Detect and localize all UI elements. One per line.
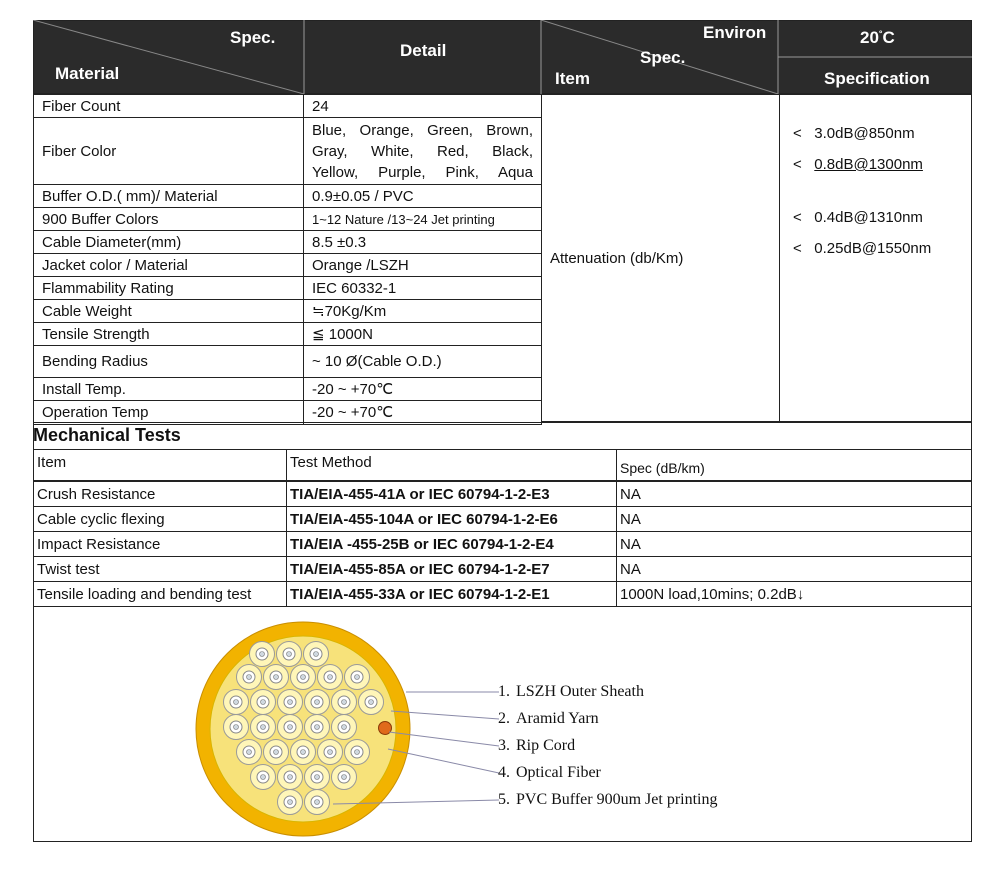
header-environ: Environ — [703, 23, 767, 42]
fiber-core — [234, 725, 239, 730]
header-specification: Specification — [824, 69, 930, 88]
legend-item: 2. Aramid Yarn — [498, 710, 599, 727]
header-detail: Detail — [400, 41, 447, 60]
temp-value: 20 — [860, 28, 879, 47]
fiber-core — [260, 652, 265, 657]
mech-row-item: Twist test — [33, 556, 287, 582]
attenuation-label: Attenuation (db/Km) — [550, 249, 684, 267]
mech-row-item: Cable cyclic flexing — [33, 506, 287, 532]
fiber-core — [315, 775, 320, 780]
fiber-core — [301, 675, 306, 680]
attenuation-spec-cell — [779, 94, 972, 422]
mech-row-spec: NA — [616, 556, 972, 582]
spec-row-label: Cable Diameter(mm) — [33, 230, 304, 254]
mech-row-spec: NA — [616, 531, 972, 557]
spec-row-value: -20 ~ +70℃ — [303, 400, 542, 425]
spec-row-label: Operation Temp — [33, 400, 304, 425]
mech-row-method: TIA/EIA-455-41A or IEC 60794-1-2-E3 — [286, 481, 617, 507]
mech-row-method: TIA/EIA -455-25B or IEC 60794-1-2-E4 — [286, 531, 617, 557]
spec-row-value: 0.9±0.05 / PVC — [303, 184, 542, 208]
fiber-core — [355, 750, 360, 755]
mech-row-method: TIA/EIA-455-104A or IEC 60794-1-2-E6 — [286, 506, 617, 532]
fiber-core — [274, 750, 279, 755]
fiber-core — [315, 700, 320, 705]
fiber-color-line: Yellow, Purple, Pink, Aqua — [312, 163, 533, 181]
header-spec: Spec. — [230, 28, 276, 47]
header-temperature: 20°C — [860, 28, 895, 47]
fiber-core — [328, 675, 333, 680]
mech-row-item: Impact Resistance — [33, 531, 287, 557]
fiber-core — [234, 700, 239, 705]
spec-row-label: Install Temp. — [33, 377, 304, 401]
header-item: Item — [555, 69, 590, 88]
spec-row-value: 1~12 Nature /13~24 Jet printing — [303, 207, 542, 231]
fiber-core — [247, 750, 252, 755]
temp-unit: C — [882, 28, 895, 47]
header-material: Material — [55, 64, 120, 83]
fiber-core — [287, 652, 292, 657]
mech-row-method: TIA/EIA-455-33A or IEC 60794-1-2-E1 — [286, 581, 617, 607]
legend-item: 5. PVC Buffer 900um Jet printing — [498, 791, 718, 808]
fiber-core — [261, 700, 266, 705]
spec-row-value: ≒70Kg/Km — [303, 299, 542, 323]
attenuation-value: < 0.8dB@1300nm — [793, 156, 923, 173]
spec-row-label: Fiber Count — [33, 94, 304, 118]
spec-row-value — [303, 117, 542, 185]
fiber-core — [261, 725, 266, 730]
fiber-core — [314, 652, 319, 657]
mech-row-item: Crush Resistance — [33, 481, 287, 507]
spec-row-value: Orange /LSZH — [303, 253, 542, 277]
fiber-core — [315, 800, 320, 805]
attenuation-value: < 0.4dB@1310nm — [793, 209, 923, 226]
mech-header-item: Item — [33, 449, 287, 481]
mech-row-method: TIA/EIA-455-85A or IEC 60794-1-2-E7 — [286, 556, 617, 582]
spec-row-label: Tensile Strength — [33, 322, 304, 346]
header-spec-right: Spec. — [640, 48, 686, 67]
spec-row-value: IEC 60332-1 — [303, 276, 542, 300]
fiber-core — [247, 675, 252, 680]
spec-row-value: -20 ~ +70℃ — [303, 377, 542, 401]
attenuation-value: < 3.0dB@850nm — [793, 125, 915, 142]
fiber-core — [301, 750, 306, 755]
spec-row-value: ~ 10 Ø(Cable O.D.) — [303, 345, 542, 378]
spec-row-label: Jacket color / Material — [33, 253, 304, 277]
spec-row-label: 900 Buffer Colors — [33, 207, 304, 231]
fiber-core — [261, 775, 266, 780]
fiber-core — [328, 750, 333, 755]
spec-row-value: 24 — [303, 94, 542, 118]
fiber-core — [288, 800, 293, 805]
fiber-core — [369, 700, 374, 705]
spec-row-value: ≦ 1000N — [303, 322, 542, 346]
legend-item: 1. LSZH Outer Sheath — [498, 683, 644, 700]
legend-item: 4. Optical Fiber — [498, 764, 601, 781]
mech-row-item: Tensile loading and bending test — [33, 581, 287, 607]
spec-row-label: Buffer O.D.( mm)/ Material — [33, 184, 304, 208]
mech-header-spec: Spec (dB/km) — [616, 449, 972, 481]
fiber-core — [342, 700, 347, 705]
spec-row-label: Flammability Rating — [33, 276, 304, 300]
fiber-core — [288, 700, 293, 705]
fiber-core — [315, 725, 320, 730]
mech-row-spec: NA — [616, 506, 972, 532]
fiber-core — [274, 675, 279, 680]
fiber-color-line: Gray, White, Red, Black, — [312, 142, 533, 160]
mechanical-title: Mechanical Tests — [33, 425, 181, 445]
fiber-core — [288, 725, 293, 730]
fiber-core — [288, 775, 293, 780]
mech-row-spec: NA — [616, 481, 972, 507]
spec-row-label: Bending Radius — [33, 345, 304, 378]
attenuation-value: < 0.25dB@1550nm — [793, 240, 932, 257]
spec-row-label: Cable Weight — [33, 299, 304, 323]
fiber-color-line: Blue, Orange, Green, Brown, — [312, 121, 533, 139]
spec-row-label: Fiber Color — [33, 117, 304, 185]
fiber-core — [342, 725, 347, 730]
fiber-core — [342, 775, 347, 780]
fiber-core — [355, 675, 360, 680]
spec-row-value: 8.5 ±0.3 — [303, 230, 542, 254]
attenuation-item-cell — [541, 94, 780, 422]
mech-header-method: Test Method — [286, 449, 617, 481]
mech-row-spec: 1000N load,10mins; 0.2dB↓ — [616, 581, 972, 607]
legend-item: 3. Rip Cord — [498, 737, 576, 754]
